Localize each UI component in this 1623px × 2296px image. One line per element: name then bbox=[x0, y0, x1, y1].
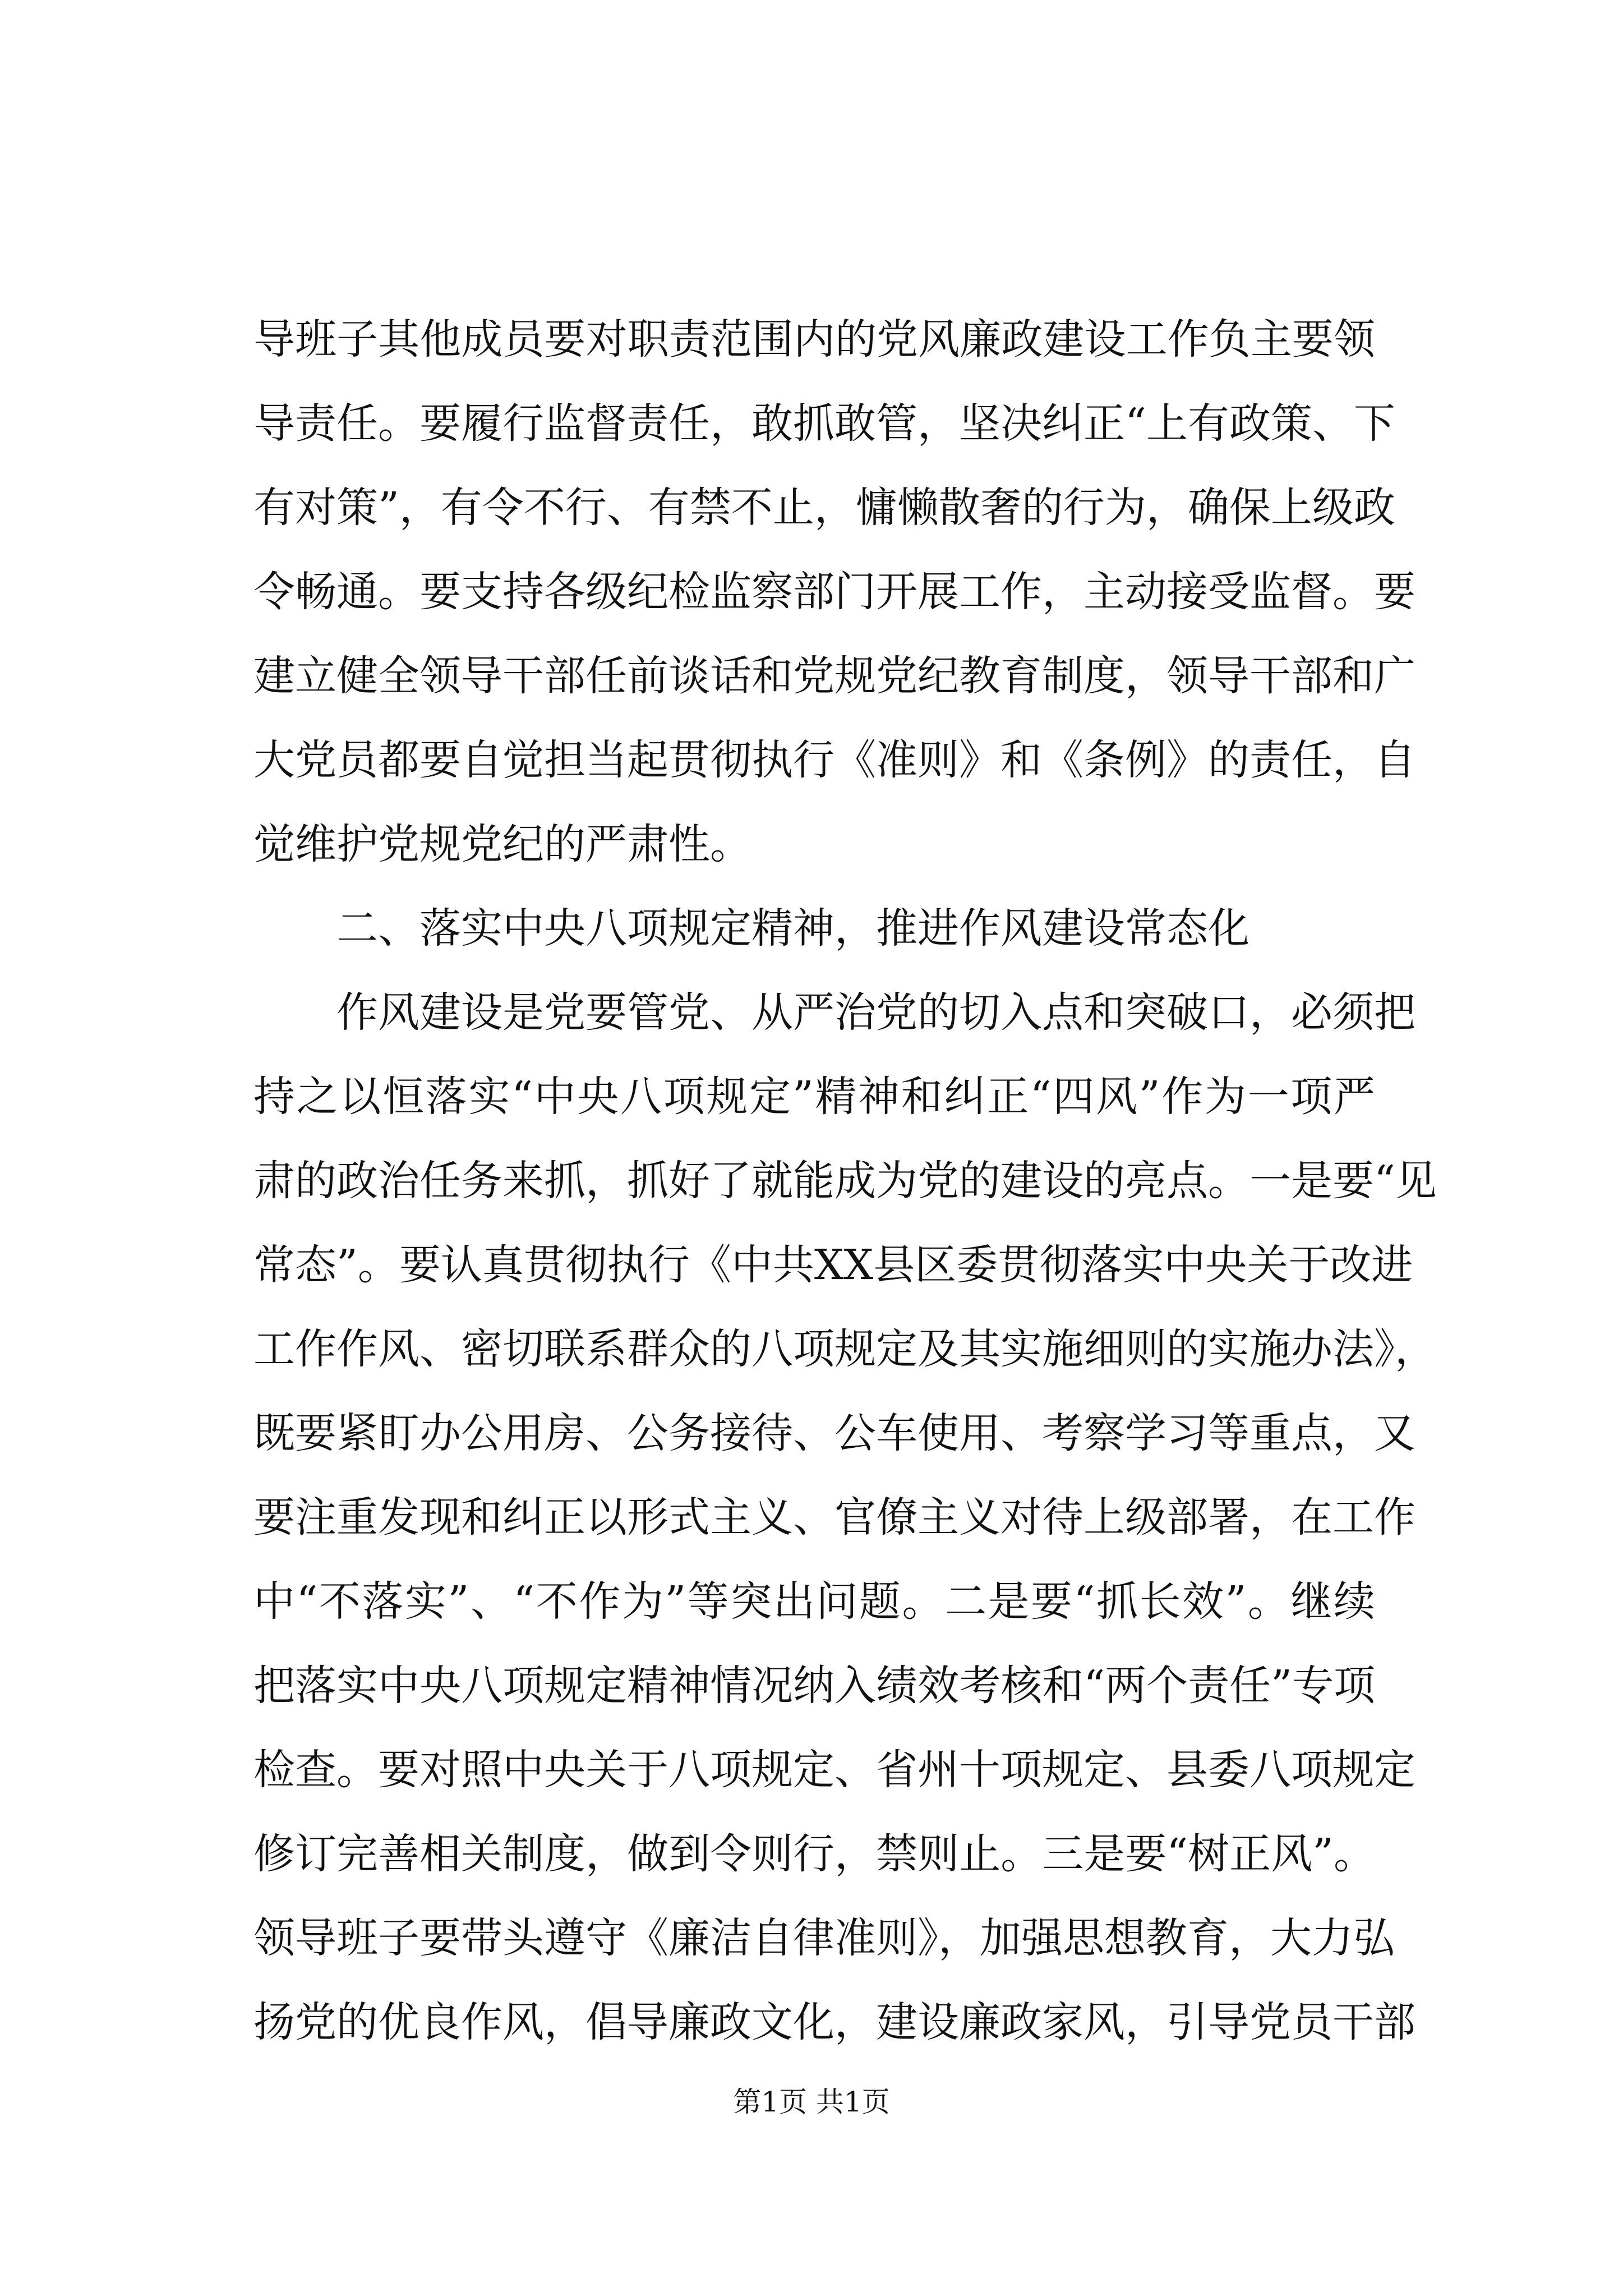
text-line: 把落实中央八项规定精神情况纳入绩效考核和“两个责任”专项 bbox=[253, 1662, 1375, 1710]
text-line: 导班子其他成员要对职责范围内的党风廉政建设工作负主要领 bbox=[253, 315, 1375, 364]
text-line: 常态”。要认真贯彻执行《中共XX县区委贯彻落实中央关于改进 bbox=[253, 1241, 1413, 1289]
text-line: 修订完善相关制度，做到令则行，禁则止。三是要“树正风”。 bbox=[253, 1830, 1375, 1878]
text-line: 觉维护党规党纪的严肃性。 bbox=[253, 820, 751, 868]
document-body bbox=[253, 297, 1437, 2064]
text-line: 检查。要对照中央关于八项规定、省州十项规定、县委八项规定 bbox=[253, 1746, 1415, 1794]
text-line: 既要紧盯办公用房、公务接待、公车使用、考察学习等重点，又 bbox=[253, 1409, 1415, 1457]
text-line: 肃的政治任务来抓，抓好了就能成为党的建设的亮点。一是要“见 bbox=[253, 1157, 1437, 1205]
text-line: 令畅通。要支持各级纪检监察部门开展工作，主动接受监督。要 bbox=[253, 568, 1415, 616]
text-line: 领导班子要带头遵守《廉洁自律准则》，加强思想教育，大力弘 bbox=[253, 1914, 1395, 1962]
text-line: 中“不落实”、“不作为”等突出问题。二是要“抓长效”。继续 bbox=[253, 1577, 1375, 1626]
text-line: 作风建设是党要管党、从严治党的切入点和突破口，必须把 bbox=[336, 988, 1415, 1037]
text-line: 要注重发现和纠正以形式主义、官僚主义对待上级部署，在工作 bbox=[253, 1493, 1415, 1542]
text-line: 有对策”，有令不行、有禁不止，慵懒散奢的行为，确保上级政 bbox=[253, 484, 1395, 532]
text-line: 大党员都要自觉担当起贯彻执行《准则》和《条例》的责任，自 bbox=[253, 736, 1415, 784]
text-line: 持之以恒落实“中央八项规定”精神和纠正“四风”作为一项严 bbox=[253, 1073, 1375, 1121]
section-heading: 二、落实中央八项规定精神，推进作风建设常态化 bbox=[336, 904, 1249, 953]
text-line: 工作作风、密切联系群众的八项规定及其实施细则的实施办法》， bbox=[253, 1325, 1436, 1373]
text-line: 扬党的优良作风，倡导廉政文化，建设廉政家风，引导党员干部 bbox=[253, 1998, 1415, 2046]
text-line: 建立健全领导干部任前谈话和党规党纪教育制度，领导干部和广 bbox=[253, 652, 1415, 700]
text-line: 导责任。要履行监督责任，敢抓敢管，坚决纠正“上有政策、下 bbox=[253, 399, 1395, 448]
page-footer: 第1页 共1页 bbox=[733, 2086, 890, 2118]
